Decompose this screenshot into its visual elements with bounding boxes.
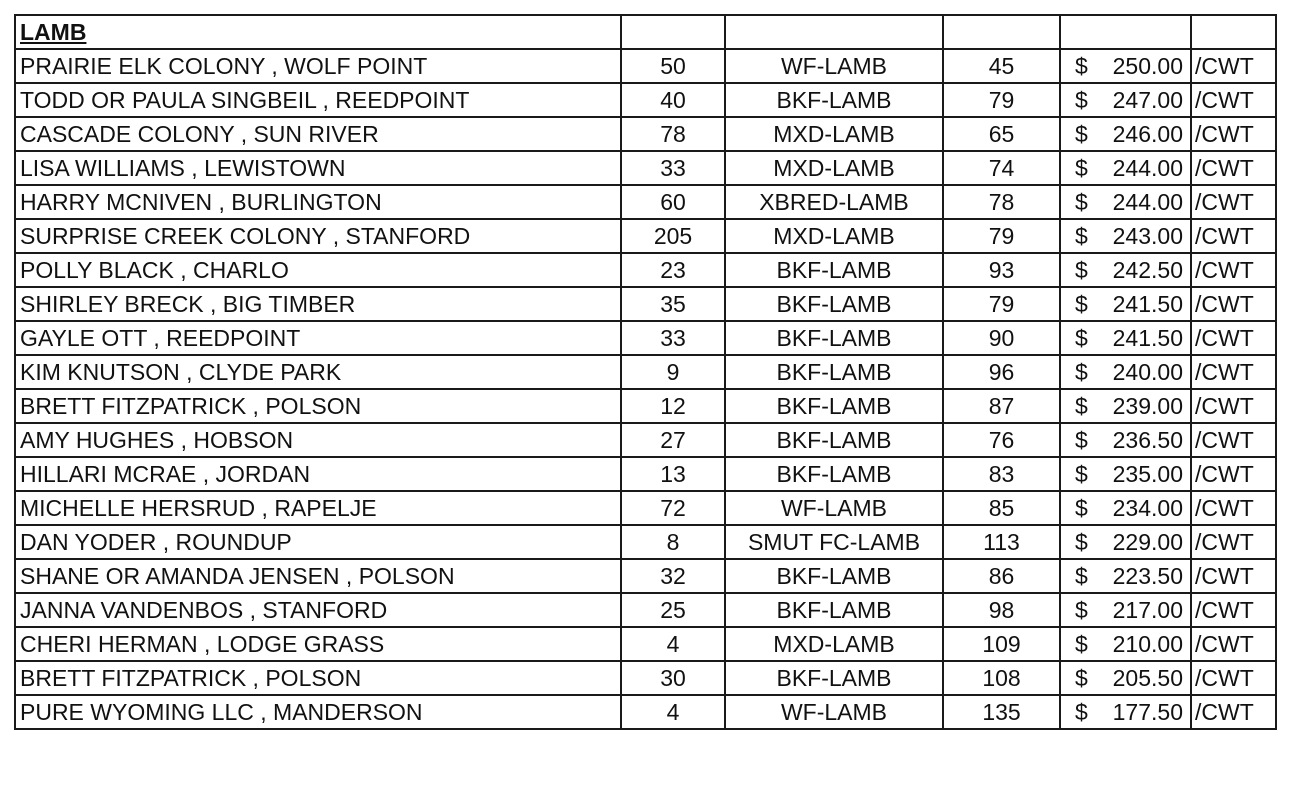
lamb-type-cell: BKF-LAMB bbox=[725, 287, 943, 321]
table-row bbox=[15, 627, 1276, 661]
price-unit-cell: /CWT bbox=[1191, 559, 1276, 593]
price-cell bbox=[1060, 661, 1191, 695]
price-amount: 205.50 bbox=[1112, 665, 1183, 691]
price-cell bbox=[1060, 355, 1191, 389]
weight-cell: 78 bbox=[943, 185, 1060, 219]
head-count-cell: 32 bbox=[621, 559, 725, 593]
currency-symbol: $ bbox=[1075, 223, 1088, 249]
currency-symbol: $ bbox=[1075, 631, 1088, 657]
section-title: LAMB bbox=[20, 19, 87, 45]
consignor-cell: AMY HUGHES , HOBSON bbox=[15, 423, 621, 457]
price-amount: 247.00 bbox=[1112, 87, 1183, 113]
head-count-cell: 33 bbox=[621, 321, 725, 355]
lamb-type-cell: BKF-LAMB bbox=[725, 253, 943, 287]
price-amount: 246.00 bbox=[1112, 121, 1183, 147]
consignor-cell: PRAIRIE ELK COLONY , WOLF POINT bbox=[15, 49, 621, 83]
lamb-type-cell: BKF-LAMB bbox=[725, 83, 943, 117]
price-unit-cell: /CWT bbox=[1191, 457, 1276, 491]
consignor-cell: BRETT FITZPATRICK , POLSON bbox=[15, 389, 621, 423]
price-unit-cell: /CWT bbox=[1191, 151, 1276, 185]
currency-symbol: $ bbox=[1075, 699, 1088, 725]
lamb-type-cell: BKF-LAMB bbox=[725, 559, 943, 593]
head-count-cell: 78 bbox=[621, 117, 725, 151]
head-count-cell: 13 bbox=[621, 457, 725, 491]
price-unit-cell: /CWT bbox=[1191, 525, 1276, 559]
price-cell bbox=[1060, 185, 1191, 219]
price-cell bbox=[1060, 321, 1191, 355]
price-amount: 236.50 bbox=[1112, 427, 1183, 453]
empty-header-cell bbox=[725, 15, 943, 49]
price-amount: 242.50 bbox=[1112, 257, 1183, 283]
weight-cell: 76 bbox=[943, 423, 1060, 457]
weight-cell: 79 bbox=[943, 287, 1060, 321]
weight-cell: 87 bbox=[943, 389, 1060, 423]
consignor-cell: TODD OR PAULA SINGBEIL , REEDPOINT bbox=[15, 83, 621, 117]
currency-symbol: $ bbox=[1075, 291, 1088, 317]
lamb-sales-table bbox=[14, 14, 1277, 730]
price-cell bbox=[1060, 219, 1191, 253]
lamb-type-cell: XBRED-LAMB bbox=[725, 185, 943, 219]
table-row bbox=[15, 457, 1276, 491]
head-count-cell: 27 bbox=[621, 423, 725, 457]
currency-symbol: $ bbox=[1075, 189, 1088, 215]
head-count-cell: 33 bbox=[621, 151, 725, 185]
price-amount: 241.50 bbox=[1112, 325, 1183, 351]
price-amount: 210.00 bbox=[1112, 631, 1183, 657]
currency-symbol: $ bbox=[1075, 461, 1088, 487]
currency-symbol: $ bbox=[1075, 427, 1088, 453]
section-title-cell bbox=[15, 15, 621, 49]
lamb-type-cell: SMUT FC-LAMB bbox=[725, 525, 943, 559]
weight-cell: 109 bbox=[943, 627, 1060, 661]
table-row bbox=[15, 321, 1276, 355]
price-unit-cell: /CWT bbox=[1191, 321, 1276, 355]
weight-cell: 113 bbox=[943, 525, 1060, 559]
price-amount: 235.00 bbox=[1112, 461, 1183, 487]
currency-symbol: $ bbox=[1075, 257, 1088, 283]
table-row bbox=[15, 253, 1276, 287]
lamb-type-cell: BKF-LAMB bbox=[725, 321, 943, 355]
currency-symbol: $ bbox=[1075, 53, 1088, 79]
head-count-cell: 50 bbox=[621, 49, 725, 83]
consignor-cell: KIM KNUTSON , CLYDE PARK bbox=[15, 355, 621, 389]
weight-cell: 96 bbox=[943, 355, 1060, 389]
head-count-cell: 35 bbox=[621, 287, 725, 321]
currency-symbol: $ bbox=[1075, 325, 1088, 351]
price-cell bbox=[1060, 491, 1191, 525]
lamb-type-cell: MXD-LAMB bbox=[725, 151, 943, 185]
price-unit-cell: /CWT bbox=[1191, 83, 1276, 117]
price-unit-cell: /CWT bbox=[1191, 627, 1276, 661]
consignor-cell: SHANE OR AMANDA JENSEN , POLSON bbox=[15, 559, 621, 593]
price-amount: 250.00 bbox=[1112, 53, 1183, 79]
currency-symbol: $ bbox=[1075, 155, 1088, 181]
weight-cell: 65 bbox=[943, 117, 1060, 151]
currency-symbol: $ bbox=[1075, 597, 1088, 623]
price-cell bbox=[1060, 83, 1191, 117]
price-amount: 229.00 bbox=[1112, 529, 1183, 555]
currency-symbol: $ bbox=[1075, 563, 1088, 589]
price-unit-cell: /CWT bbox=[1191, 117, 1276, 151]
lamb-type-cell: MXD-LAMB bbox=[725, 117, 943, 151]
consignor-cell: CASCADE COLONY , SUN RIVER bbox=[15, 117, 621, 151]
table-row bbox=[15, 185, 1276, 219]
price-amount: 244.00 bbox=[1112, 155, 1183, 181]
weight-cell: 135 bbox=[943, 695, 1060, 729]
head-count-cell: 30 bbox=[621, 661, 725, 695]
price-amount: 240.00 bbox=[1112, 359, 1183, 385]
price-unit-cell: /CWT bbox=[1191, 287, 1276, 321]
consignor-cell: MICHELLE HERSRUD , RAPELJE bbox=[15, 491, 621, 525]
weight-cell: 108 bbox=[943, 661, 1060, 695]
lamb-type-cell: MXD-LAMB bbox=[725, 219, 943, 253]
lamb-type-cell: WF-LAMB bbox=[725, 49, 943, 83]
consignor-cell: HILLARI MCRAE , JORDAN bbox=[15, 457, 621, 491]
empty-header-cell bbox=[1060, 15, 1191, 49]
head-count-cell: 40 bbox=[621, 83, 725, 117]
price-amount: 217.00 bbox=[1112, 597, 1183, 623]
price-unit-cell: /CWT bbox=[1191, 661, 1276, 695]
head-count-cell: 25 bbox=[621, 593, 725, 627]
weight-cell: 90 bbox=[943, 321, 1060, 355]
price-unit-cell: /CWT bbox=[1191, 185, 1276, 219]
empty-header-cell bbox=[943, 15, 1060, 49]
lamb-type-cell: WF-LAMB bbox=[725, 695, 943, 729]
lamb-type-cell: BKF-LAMB bbox=[725, 593, 943, 627]
currency-symbol: $ bbox=[1075, 393, 1088, 419]
price-unit-cell: /CWT bbox=[1191, 423, 1276, 457]
price-unit-cell: /CWT bbox=[1191, 695, 1276, 729]
weight-cell: 85 bbox=[943, 491, 1060, 525]
table-row bbox=[15, 117, 1276, 151]
lamb-type-cell: BKF-LAMB bbox=[725, 423, 943, 457]
price-cell bbox=[1060, 593, 1191, 627]
table-row bbox=[15, 593, 1276, 627]
price-cell bbox=[1060, 117, 1191, 151]
table-row bbox=[15, 287, 1276, 321]
head-count-cell: 60 bbox=[621, 185, 725, 219]
price-cell bbox=[1060, 525, 1191, 559]
price-cell bbox=[1060, 389, 1191, 423]
currency-symbol: $ bbox=[1075, 529, 1088, 555]
currency-symbol: $ bbox=[1075, 665, 1088, 691]
price-unit-cell: /CWT bbox=[1191, 593, 1276, 627]
price-cell bbox=[1060, 287, 1191, 321]
lamb-type-cell: BKF-LAMB bbox=[725, 661, 943, 695]
table-row bbox=[15, 83, 1276, 117]
price-unit-cell: /CWT bbox=[1191, 389, 1276, 423]
weight-cell: 45 bbox=[943, 49, 1060, 83]
consignor-cell: DAN YODER , ROUNDUP bbox=[15, 525, 621, 559]
table-row bbox=[15, 525, 1276, 559]
currency-symbol: $ bbox=[1075, 121, 1088, 147]
lamb-type-cell: BKF-LAMB bbox=[725, 355, 943, 389]
weight-cell: 98 bbox=[943, 593, 1060, 627]
price-amount: 239.00 bbox=[1112, 393, 1183, 419]
table-row bbox=[15, 355, 1276, 389]
table-row bbox=[15, 423, 1276, 457]
price-cell bbox=[1060, 695, 1191, 729]
price-amount: 234.00 bbox=[1112, 495, 1183, 521]
table-row bbox=[15, 661, 1276, 695]
currency-symbol: $ bbox=[1075, 359, 1088, 385]
weight-cell: 74 bbox=[943, 151, 1060, 185]
head-count-cell: 72 bbox=[621, 491, 725, 525]
price-amount: 243.00 bbox=[1112, 223, 1183, 249]
weight-cell: 86 bbox=[943, 559, 1060, 593]
price-amount: 244.00 bbox=[1112, 189, 1183, 215]
table-row bbox=[15, 695, 1276, 729]
consignor-cell: SHIRLEY BRECK , BIG TIMBER bbox=[15, 287, 621, 321]
price-cell bbox=[1060, 49, 1191, 83]
weight-cell: 79 bbox=[943, 219, 1060, 253]
head-count-cell: 9 bbox=[621, 355, 725, 389]
price-unit-cell: /CWT bbox=[1191, 491, 1276, 525]
lamb-type-cell: MXD-LAMB bbox=[725, 627, 943, 661]
empty-header-cell bbox=[1191, 15, 1276, 49]
section-header-row bbox=[15, 15, 1276, 49]
head-count-cell: 8 bbox=[621, 525, 725, 559]
head-count-cell: 4 bbox=[621, 695, 725, 729]
table-row bbox=[15, 151, 1276, 185]
sale-report-sheet bbox=[14, 14, 1277, 730]
price-amount: 241.50 bbox=[1112, 291, 1183, 317]
weight-cell: 93 bbox=[943, 253, 1060, 287]
consignor-cell: GAYLE OTT , REEDPOINT bbox=[15, 321, 621, 355]
lamb-type-cell: BKF-LAMB bbox=[725, 457, 943, 491]
head-count-cell: 12 bbox=[621, 389, 725, 423]
consignor-cell: LISA WILLIAMS , LEWISTOWN bbox=[15, 151, 621, 185]
table-row bbox=[15, 389, 1276, 423]
price-cell bbox=[1060, 457, 1191, 491]
price-unit-cell: /CWT bbox=[1191, 219, 1276, 253]
currency-symbol: $ bbox=[1075, 495, 1088, 521]
empty-header-cell bbox=[621, 15, 725, 49]
consignor-cell: JANNA VANDENBOS , STANFORD bbox=[15, 593, 621, 627]
table-row bbox=[15, 559, 1276, 593]
currency-symbol: $ bbox=[1075, 87, 1088, 113]
price-unit-cell: /CWT bbox=[1191, 49, 1276, 83]
price-unit-cell: /CWT bbox=[1191, 253, 1276, 287]
price-cell bbox=[1060, 253, 1191, 287]
consignor-cell: HARRY MCNIVEN , BURLINGTON bbox=[15, 185, 621, 219]
table-row bbox=[15, 219, 1276, 253]
price-unit-cell: /CWT bbox=[1191, 355, 1276, 389]
weight-cell: 79 bbox=[943, 83, 1060, 117]
consignor-cell: POLLY BLACK , CHARLO bbox=[15, 253, 621, 287]
price-amount: 223.50 bbox=[1112, 563, 1183, 589]
consignor-cell: SURPRISE CREEK COLONY , STANFORD bbox=[15, 219, 621, 253]
price-cell bbox=[1060, 151, 1191, 185]
table-row bbox=[15, 49, 1276, 83]
lamb-type-cell: BKF-LAMB bbox=[725, 389, 943, 423]
price-cell bbox=[1060, 559, 1191, 593]
table-body bbox=[15, 15, 1276, 729]
head-count-cell: 4 bbox=[621, 627, 725, 661]
weight-cell: 83 bbox=[943, 457, 1060, 491]
table-row bbox=[15, 491, 1276, 525]
lamb-type-cell: WF-LAMB bbox=[725, 491, 943, 525]
price-cell bbox=[1060, 627, 1191, 661]
head-count-cell: 23 bbox=[621, 253, 725, 287]
consignor-cell: CHERI HERMAN , LODGE GRASS bbox=[15, 627, 621, 661]
price-amount: 177.50 bbox=[1112, 699, 1183, 725]
consignor-cell: PURE WYOMING LLC , MANDERSON bbox=[15, 695, 621, 729]
consignor-cell: BRETT FITZPATRICK , POLSON bbox=[15, 661, 621, 695]
price-cell bbox=[1060, 423, 1191, 457]
head-count-cell: 205 bbox=[621, 219, 725, 253]
